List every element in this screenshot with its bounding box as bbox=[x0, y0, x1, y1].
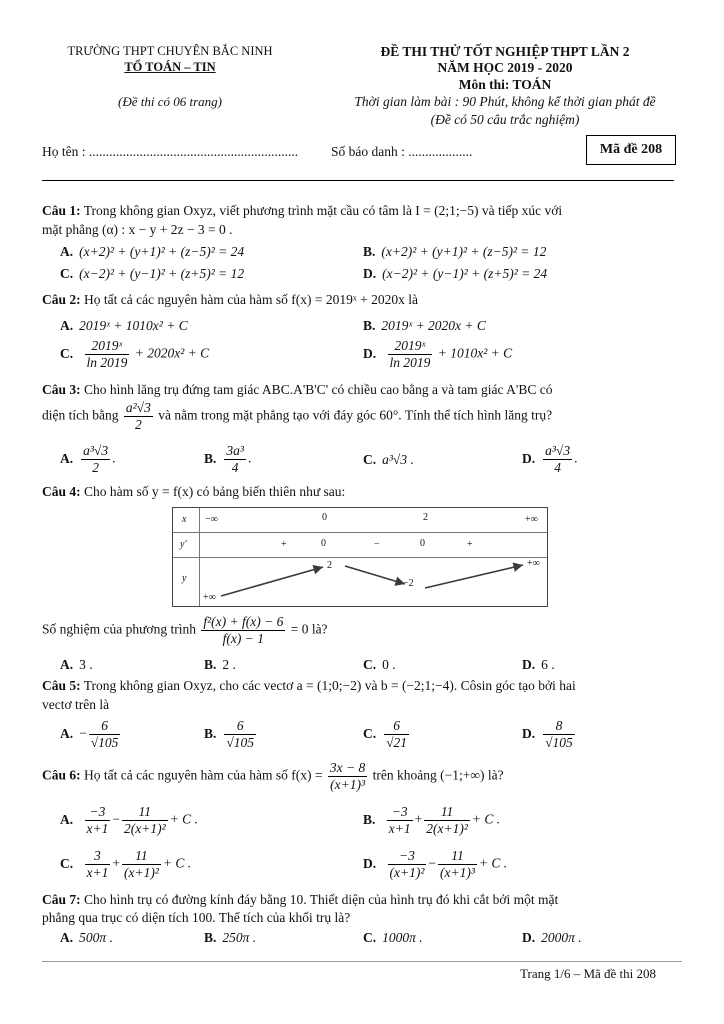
sign-zero-1: 0 bbox=[321, 538, 326, 549]
q6-option-c-op: + bbox=[112, 855, 120, 871]
q5-option-c-num: 6 bbox=[384, 718, 409, 735]
q1-option-d-label: D. bbox=[363, 266, 377, 281]
q4-option-c-label: C. bbox=[363, 657, 377, 672]
q6-option-c bbox=[60, 848, 191, 881]
q2-option-d bbox=[363, 338, 512, 371]
question-5 bbox=[42, 678, 576, 694]
q3-option-a-num: a³√3 bbox=[83, 443, 109, 458]
question-4-eq-den: f(x) − 1 bbox=[222, 631, 264, 646]
q6-option-a bbox=[60, 804, 198, 837]
q1-option-a bbox=[60, 244, 244, 260]
question-3-pre: diện tích bằng bbox=[42, 407, 119, 423]
q5-option-b-label: B. bbox=[204, 725, 217, 741]
q6-option-a-label: A. bbox=[60, 811, 74, 827]
q1-option-b bbox=[363, 244, 546, 260]
q4-option-d bbox=[522, 657, 555, 673]
q7-option-b bbox=[204, 930, 256, 946]
q4-option-b-text: 2 . bbox=[222, 657, 236, 672]
q5-option-a-sign: − bbox=[79, 725, 87, 741]
q6-option-a-num1: −3 bbox=[85, 804, 111, 821]
q5-option-b bbox=[204, 718, 258, 751]
y-value-start: +∞ bbox=[203, 592, 216, 603]
question-4-pre: Số nghiệm của phương trình bbox=[42, 621, 196, 637]
page-footer: Trang 1/6 – Mã đề thi 208 bbox=[520, 966, 657, 981]
q2-option-c bbox=[60, 338, 209, 371]
q6-option-c-frac2 bbox=[122, 848, 161, 881]
q4-option-b bbox=[204, 657, 236, 673]
question-2-text: Họ tất cả các nguyên hàm của hàm số f(x) = 2019ˣ + 2020x là bbox=[84, 292, 419, 307]
q4-option-a-text: 3 . bbox=[79, 657, 93, 672]
question-4-text: Cho hàm số y = f(x) có bảng biến thiên như sau: bbox=[84, 484, 346, 499]
q6-option-b-label: B. bbox=[363, 811, 376, 827]
q6-option-c-frac1 bbox=[85, 848, 111, 881]
q7-option-b-label: B. bbox=[204, 930, 217, 945]
question-6-label: Câu 6: bbox=[42, 767, 81, 783]
variation-table bbox=[172, 507, 548, 607]
q6-option-b-frac2 bbox=[424, 804, 470, 837]
question-3-text: Cho hình lăng trụ đứng tam giác ABC.A'B'C' có chiều cao bằng a và tam giác A'BC có bbox=[84, 382, 553, 397]
q6-option-c-num1: 3 bbox=[85, 848, 111, 865]
sign-plus-2: + bbox=[467, 539, 473, 550]
q6-option-d-tail: + C . bbox=[478, 855, 508, 871]
question-4-post: = 0 là? bbox=[290, 621, 328, 637]
q7-option-a bbox=[60, 930, 113, 946]
q6-option-c-tail: + C . bbox=[162, 855, 192, 871]
question-7-text: Cho hình trụ có đường kính đáy bằng 10. Thiết diện của hình trụ đó khi cắt bởi một mặt bbox=[84, 892, 559, 907]
q3-option-c-label: C. bbox=[363, 452, 377, 467]
q6-option-b bbox=[363, 804, 500, 837]
q5-option-c-den: √21 bbox=[386, 735, 408, 750]
q5-option-b-den: √105 bbox=[226, 735, 255, 750]
table-x-header: x bbox=[182, 514, 187, 525]
q3-option-b-label: B. bbox=[204, 450, 217, 466]
question-3-area-den: 2 bbox=[134, 417, 142, 432]
q5-option-d-label: D. bbox=[522, 725, 536, 741]
q6-option-d bbox=[363, 848, 507, 881]
q6-option-b-tail: + C . bbox=[471, 811, 501, 827]
q5-option-d-den: √105 bbox=[545, 735, 573, 750]
q5-option-b-fraction bbox=[224, 718, 256, 751]
q6-option-b-num1: −3 bbox=[387, 804, 413, 821]
q2-option-a-label: A. bbox=[60, 318, 74, 333]
footer-divider bbox=[42, 961, 682, 962]
q1-option-a-label: A. bbox=[60, 244, 74, 259]
q7-option-d bbox=[522, 930, 582, 946]
department-name: TỔ TOÁN – TIN bbox=[124, 60, 216, 74]
q1-option-a-text: (x+2)² + (y+1)² + (z−5)² = 24 bbox=[79, 244, 245, 259]
question-6-post: trên khoảng (−1;+∞) là? bbox=[372, 767, 504, 783]
q2-option-b bbox=[363, 318, 486, 334]
question-7 bbox=[42, 892, 558, 908]
q3-option-d-fraction bbox=[543, 443, 572, 476]
q2-option-c-label: C. bbox=[60, 345, 74, 361]
q3-option-b: B. $\frac{\text{3a³}}{4}$ . bbox=[204, 443, 252, 475]
sign-minus: − bbox=[374, 539, 380, 550]
x-value-pos-inf: +∞ bbox=[525, 514, 538, 525]
table-yprime-header: y' bbox=[180, 539, 187, 550]
q7-option-c-text: 1000π . bbox=[382, 930, 423, 945]
q2-option-c-fraction bbox=[85, 338, 130, 371]
x-value-2: 2 bbox=[423, 512, 428, 523]
q1-option-c bbox=[60, 266, 244, 282]
q2-option-c-den: ln 2019 bbox=[86, 355, 128, 370]
time-note: Thời gian làm bài : 90 Phút, không kể thời gian phát đề bbox=[354, 94, 656, 109]
q6-option-a-tail: + C . bbox=[169, 811, 198, 827]
q6-option-b-num2: 11 bbox=[424, 804, 470, 821]
q1-option-d-text: (x−2)² + (y−1)² + (z+5)² = 24 bbox=[382, 266, 548, 281]
q3-option-a-den: 2 bbox=[92, 460, 99, 475]
q3-option-d-num: a³√3 bbox=[545, 443, 571, 458]
q6-option-a-den1: x+1 bbox=[86, 821, 109, 836]
q3-option-a-fraction bbox=[81, 443, 110, 476]
q6-option-a-op: − bbox=[112, 811, 120, 827]
pages-note: (Đề thi có 06 trang) bbox=[118, 94, 222, 109]
q5-option-b-num: 6 bbox=[224, 718, 256, 735]
q6-option-d-den2: (x+1)³ bbox=[440, 865, 475, 880]
sign-plus-1: + bbox=[281, 539, 287, 550]
q7-option-d-label: D. bbox=[522, 930, 536, 945]
q2-option-c-num: 2019ˣ bbox=[85, 338, 130, 355]
q3-option-a-label: A. bbox=[60, 450, 74, 466]
school-name: TRƯỜNG THPT CHUYÊN BẮC NINH bbox=[67, 44, 273, 58]
q6-option-b-op: + bbox=[414, 811, 423, 827]
variation-arrows bbox=[173, 508, 547, 606]
question-5-text: Trong không gian Oxyz, cho các vectơ a = (1;0;−2) và b = (−2;1;−4). Côsin góc tạo bởi hai bbox=[83, 678, 576, 693]
question-6-pre: Họ tất cả các nguyên hàm của hàm số f(x) = bbox=[84, 767, 323, 783]
subject: Môn thi: TOÁN bbox=[458, 77, 552, 92]
q6-option-a-frac1 bbox=[85, 804, 111, 837]
q4-option-a-label: A. bbox=[60, 657, 74, 672]
q7-option-c bbox=[363, 930, 423, 946]
question-3 bbox=[42, 382, 552, 398]
q5-option-a-num: 6 bbox=[89, 718, 121, 735]
question-3-area-num: a²√3 bbox=[125, 400, 151, 415]
q2-option-b-text: 2019ˣ + 2020x + C bbox=[381, 318, 486, 333]
q1-option-b-label: B. bbox=[363, 244, 376, 259]
question-count: (Đề có 50 câu trắc nghiệm) bbox=[430, 112, 580, 127]
q6-option-b-frac1 bbox=[387, 804, 413, 837]
q6-option-d-frac2 bbox=[438, 848, 477, 881]
q6-option-d-frac1 bbox=[388, 848, 427, 881]
question-4 bbox=[42, 484, 345, 500]
q7-option-d-text: 2000π . bbox=[541, 930, 582, 945]
question-2-label: Câu 2: bbox=[42, 292, 81, 307]
sign-zero-2: 0 bbox=[420, 538, 425, 549]
q5-option-a-label: A. bbox=[60, 725, 74, 741]
question-5-label: Câu 5: bbox=[42, 678, 81, 693]
q2-option-a-text: 2019ˣ + 1010x² + C bbox=[79, 318, 188, 333]
question-7-text-2: phẳng qua trục có diện tích 100. Thể tích của khối trụ là? bbox=[42, 910, 351, 925]
q4-option-d-label: D. bbox=[522, 657, 536, 672]
q2-option-d-label: D. bbox=[363, 345, 377, 361]
q3-option-b-fraction bbox=[224, 443, 246, 476]
arrow-up-2 bbox=[425, 565, 523, 588]
question-1-label: Câu 1: bbox=[42, 203, 81, 218]
q7-option-b-text: 250π . bbox=[222, 930, 257, 945]
q6-option-c-den1: x+1 bbox=[86, 865, 109, 880]
question-5-text-2: vectơ trên là bbox=[42, 697, 110, 712]
q6-option-d-num2: 11 bbox=[438, 848, 477, 865]
q3-option-d-label: D. bbox=[522, 450, 536, 466]
question-4-fraction bbox=[201, 614, 285, 647]
question-3-label: Câu 3: bbox=[42, 382, 81, 397]
question-4-label: Câu 4: bbox=[42, 484, 81, 499]
question-3-area-fraction bbox=[124, 400, 153, 433]
x-value-0: 0 bbox=[322, 512, 327, 523]
q3-option-c bbox=[363, 452, 414, 468]
q6-option-c-den2: (x+1)² bbox=[123, 865, 159, 880]
q2-option-d-fraction bbox=[388, 338, 433, 371]
y-value-end: +∞ bbox=[527, 558, 540, 569]
q3-option-a: A. $\frac{\text{a³√3}}{2}$ . bbox=[60, 443, 116, 475]
arrow-up-1 bbox=[221, 567, 323, 596]
header-divider bbox=[42, 180, 674, 181]
question-4-equation bbox=[42, 614, 328, 647]
q3-option-b-num: 3a³ bbox=[226, 443, 244, 458]
x-value-neg-inf: −∞ bbox=[205, 514, 218, 525]
q5-option-d-num: 8 bbox=[543, 718, 575, 735]
q5-option-c-fraction bbox=[384, 718, 409, 751]
q2-option-b-label: B. bbox=[363, 318, 376, 333]
q3-option-b-den: 4 bbox=[231, 460, 239, 475]
q6-option-c-num2: 11 bbox=[122, 848, 161, 865]
q7-option-a-text: 500π . bbox=[79, 930, 113, 945]
q4-option-d-text: 6 . bbox=[541, 657, 555, 672]
q5-option-d bbox=[522, 718, 577, 751]
id-field: Số báo danh : ................... bbox=[331, 144, 473, 159]
q7-option-a-label: A. bbox=[60, 930, 74, 945]
exam-code-box: Mã đề 208 bbox=[586, 135, 676, 165]
q4-option-b-label: B. bbox=[204, 657, 217, 672]
q6-option-b-den1: x+1 bbox=[388, 821, 411, 836]
exam-title: ĐỀ THI THỬ TỐT NGHIỆP THPT LẦN 2 bbox=[380, 44, 630, 59]
q2-option-d-tail: + 1010x² + C bbox=[437, 345, 513, 361]
question-6-f-den: (x+1)³ bbox=[330, 777, 366, 792]
question-3-post: và nằm trong mặt phẳng tạo với đáy góc 60°. Tính thể tích hình lăng trụ? bbox=[158, 407, 553, 423]
q6-option-a-den2: 2(x+1)² bbox=[123, 821, 166, 836]
q6-option-b-den2: 2(x+1)² bbox=[426, 821, 468, 836]
question-1-text: Trong không gian Oxyz, viết phương trình mặt cầu có tâm là I = (2;1;−5) và tiếp xúc với bbox=[83, 203, 563, 218]
q5-option-a-den: √105 bbox=[90, 735, 119, 750]
q4-option-a bbox=[60, 657, 93, 673]
question-4-eq-num: f²(x) + f(x) − 6 bbox=[203, 614, 284, 629]
q3-option-d-den: 4 bbox=[554, 460, 561, 475]
question-3-text-2 bbox=[42, 400, 552, 433]
q3-option-d: D. $\frac{\text{a³√3}}{4}$ . bbox=[522, 443, 578, 475]
q6-option-d-label: D. bbox=[363, 855, 377, 871]
y-value-max: 2 bbox=[327, 560, 332, 571]
q2-option-a bbox=[60, 318, 188, 334]
q6-option-d-op: − bbox=[428, 855, 437, 871]
q2-option-d-den: ln 2019 bbox=[389, 355, 431, 370]
q4-option-c bbox=[363, 657, 396, 673]
y-value-min: −2 bbox=[403, 578, 414, 589]
q5-option-c-label: C. bbox=[363, 725, 377, 741]
q2-option-c-tail: + 2020x² + C bbox=[134, 345, 210, 361]
q5-option-a bbox=[60, 718, 122, 751]
school-year: NĂM HỌC 2019 - 2020 bbox=[437, 60, 573, 75]
arrow-down bbox=[345, 566, 405, 584]
q5-option-a-fraction bbox=[89, 718, 121, 751]
q6-option-a-frac2 bbox=[122, 804, 168, 837]
question-6 bbox=[42, 760, 504, 793]
q1-option-b-text: (x+2)² + (y+1)² + (z−5)² = 12 bbox=[381, 244, 547, 259]
q5-option-d-fraction bbox=[543, 718, 575, 751]
question-7-label: Câu 7: bbox=[42, 892, 81, 907]
question-6-fraction bbox=[328, 760, 367, 793]
question-1-text-2: mặt phẳng (α) : x − y + 2z − 3 = 0 . bbox=[42, 222, 233, 237]
q5-option-c bbox=[363, 718, 411, 751]
question-6-f-num: 3x − 8 bbox=[329, 760, 366, 775]
question-2 bbox=[42, 292, 418, 308]
q7-option-c-label: C. bbox=[363, 930, 377, 945]
q6-option-a-num2: 11 bbox=[122, 804, 168, 821]
q6-option-d-num1: −3 bbox=[388, 848, 427, 865]
table-y-header: y bbox=[182, 573, 187, 584]
q6-option-c-label: C. bbox=[60, 855, 74, 871]
q1-option-c-text: (x−2)² + (y−1)² + (z+5)² = 12 bbox=[79, 266, 245, 281]
q6-option-d-den1: (x+1)² bbox=[389, 865, 425, 880]
q3-option-c-text: a³√3 . bbox=[382, 452, 414, 467]
q2-option-d-num: 2019ˣ bbox=[388, 338, 433, 355]
name-field: Họ tên : .............................................................. bbox=[42, 144, 299, 159]
question-1 bbox=[42, 203, 562, 219]
q4-option-c-text: 0 . bbox=[382, 657, 396, 672]
q1-option-c-label: C. bbox=[60, 266, 74, 281]
q1-option-d bbox=[363, 266, 547, 282]
